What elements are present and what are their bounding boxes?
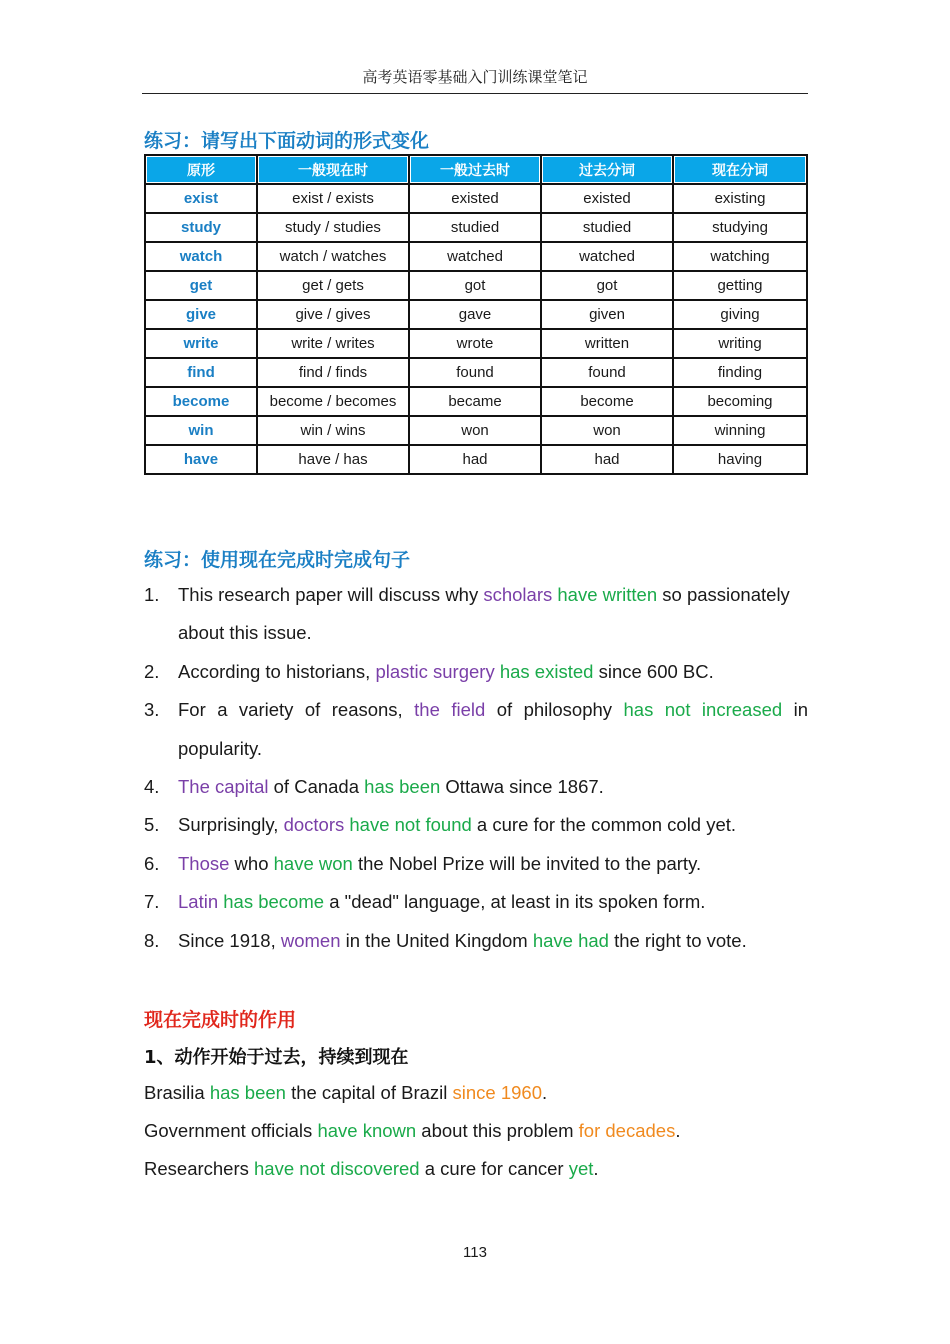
orange-highlight: since 1960 bbox=[452, 1082, 543, 1103]
usage-title: 现在完成时的作用 bbox=[144, 1009, 297, 1031]
column-header: 一般现在时 bbox=[257, 155, 409, 184]
base-form-cell: find bbox=[145, 358, 257, 387]
sentence-text: Brasilia bbox=[144, 1082, 210, 1103]
page-header: 高考英语零基础入门训练课堂笔记 bbox=[142, 66, 808, 94]
column-header: 过去分词 bbox=[541, 155, 673, 184]
list-item bbox=[144, 653, 808, 691]
sentence-text: Researchers bbox=[144, 1158, 255, 1179]
exercise1-title: 练习：请写出下面动词的形式变化 bbox=[144, 130, 430, 152]
sentence-text: who bbox=[229, 852, 274, 874]
table-cell: watched bbox=[541, 242, 673, 271]
base-form-cell: give bbox=[145, 300, 257, 329]
example-sentence bbox=[144, 1158, 599, 1180]
purple-highlight: Latin bbox=[178, 891, 219, 913]
base-form-cell: exist bbox=[145, 184, 257, 213]
base-form-cell: watch bbox=[145, 242, 257, 271]
green-highlight: have not discovered bbox=[254, 1158, 420, 1179]
table-cell: watched bbox=[409, 242, 541, 271]
sentence-text: the right to vote. bbox=[608, 929, 747, 951]
table-cell: write / writes bbox=[257, 329, 409, 358]
table-cell: existing bbox=[673, 184, 807, 213]
base-form-cell: write bbox=[145, 329, 257, 358]
list-item bbox=[144, 576, 808, 653]
orange-highlight: for decades bbox=[578, 1120, 676, 1141]
base-form-cell: have bbox=[145, 445, 257, 474]
table-cell: got bbox=[541, 271, 673, 300]
sentence-text: According to historians, bbox=[178, 660, 376, 682]
sentence-text: the Nobel Prize will be invited to the party. bbox=[352, 852, 702, 874]
table-cell: had bbox=[409, 445, 541, 474]
sentence-exercise-list bbox=[144, 576, 808, 960]
table-row bbox=[145, 445, 807, 474]
sentence-text: . bbox=[593, 1158, 599, 1179]
item-number: 1. bbox=[144, 584, 160, 605]
green-highlight: have had bbox=[532, 929, 609, 951]
purple-highlight: scholars bbox=[483, 584, 553, 605]
green-highlight: have won bbox=[273, 852, 353, 874]
table-cell: became bbox=[409, 387, 541, 416]
list-item bbox=[144, 883, 808, 921]
table-cell: study / studies bbox=[257, 213, 409, 242]
sentence-text: the capital of Brazil bbox=[285, 1082, 453, 1103]
table-row bbox=[145, 184, 807, 213]
purple-highlight: plastic surgery bbox=[375, 660, 495, 682]
table-row bbox=[145, 387, 807, 416]
sentence-text: in the United Kingdom bbox=[340, 929, 533, 951]
purple-highlight: The capital bbox=[178, 776, 269, 798]
table-cell: have / has bbox=[257, 445, 409, 474]
purple-highlight: doctors bbox=[283, 814, 345, 836]
table-cell: getting bbox=[673, 271, 807, 300]
table-row bbox=[145, 242, 807, 271]
list-item bbox=[144, 922, 808, 960]
column-header: 一般过去时 bbox=[409, 155, 541, 184]
sentence-text: of philosophy bbox=[485, 699, 624, 721]
list-item bbox=[144, 768, 808, 806]
table-cell: wrote bbox=[409, 329, 541, 358]
sentence-text: For a variety of reasons, bbox=[178, 699, 415, 721]
base-form-cell: study bbox=[145, 213, 257, 242]
sentence-text: . bbox=[675, 1120, 681, 1141]
column-header: 现在分词 bbox=[673, 155, 807, 184]
sentence-text: This research paper will discuss why bbox=[178, 584, 484, 605]
table-row bbox=[145, 213, 807, 242]
table-cell: found bbox=[541, 358, 673, 387]
base-form-cell: win bbox=[145, 416, 257, 445]
table-cell: existed bbox=[541, 184, 673, 213]
table-row bbox=[145, 358, 807, 387]
sentence-text: a cure for cancer bbox=[419, 1158, 569, 1179]
sentence-text: about this problem bbox=[416, 1120, 579, 1141]
example-sentence bbox=[144, 1082, 547, 1104]
table-body bbox=[145, 184, 807, 474]
sentence-text: Since 1918, bbox=[178, 929, 281, 951]
sentence-text: in popularity. bbox=[178, 699, 809, 759]
table-cell: gave bbox=[409, 300, 541, 329]
purple-highlight: women bbox=[280, 929, 341, 951]
green-highlight: has not increased bbox=[623, 699, 783, 721]
table-cell: studying bbox=[673, 213, 807, 242]
sentence-text: Government officials bbox=[144, 1120, 318, 1141]
verb-forms-table bbox=[144, 154, 808, 475]
table-cell: writing bbox=[673, 329, 807, 358]
sentence-text: since 600 BC. bbox=[593, 660, 714, 682]
item-number: 3. bbox=[144, 699, 160, 721]
table-cell: become bbox=[541, 387, 673, 416]
green-highlight: have written bbox=[557, 584, 658, 605]
page-number: 113 bbox=[463, 1244, 487, 1261]
item-number: 6. bbox=[144, 852, 160, 874]
table-row bbox=[145, 329, 807, 358]
table-cell: got bbox=[409, 271, 541, 300]
exercise2-title: 练习：使用现在完成时完成句子 bbox=[144, 549, 411, 571]
sentence-text: of Canada bbox=[268, 776, 365, 798]
table-cell: existed bbox=[409, 184, 541, 213]
green-highlight: has existed bbox=[499, 660, 594, 682]
list-item bbox=[144, 806, 808, 844]
table-cell: written bbox=[541, 329, 673, 358]
table-cell: watch / watches bbox=[257, 242, 409, 271]
table-cell: winning bbox=[673, 416, 807, 445]
item-number: 2. bbox=[144, 660, 160, 682]
base-form-cell: get bbox=[145, 271, 257, 300]
sentence-text: Ottawa since 1867. bbox=[440, 776, 604, 798]
example-sentence bbox=[144, 1120, 680, 1142]
item-number: 7. bbox=[144, 891, 160, 913]
purple-highlight: the field bbox=[414, 699, 486, 721]
green-highlight: have not found bbox=[349, 814, 472, 836]
green-highlight: have known bbox=[317, 1120, 417, 1141]
green-highlight: has been bbox=[364, 776, 441, 798]
sentence-text: a cure for the common cold yet. bbox=[471, 814, 737, 836]
table-cell: win / wins bbox=[257, 416, 409, 445]
table-cell: had bbox=[541, 445, 673, 474]
table-cell: finding bbox=[673, 358, 807, 387]
table-cell: becoming bbox=[673, 387, 807, 416]
green-highlight: yet bbox=[568, 1158, 594, 1179]
sentence-text: a "dead" language, at least in its spoken form. bbox=[324, 891, 706, 913]
list-item bbox=[144, 845, 808, 883]
column-header: 原形 bbox=[145, 155, 257, 184]
sentence-text: so passionately about this issue. bbox=[178, 584, 790, 644]
table-row bbox=[145, 300, 807, 329]
table-cell: won bbox=[409, 416, 541, 445]
table-cell: get / gets bbox=[257, 271, 409, 300]
table-cell: give / gives bbox=[257, 300, 409, 329]
table-cell: won bbox=[541, 416, 673, 445]
table-cell: given bbox=[541, 300, 673, 329]
table-header-row bbox=[145, 155, 807, 184]
table-cell: find / finds bbox=[257, 358, 409, 387]
item-number: 4. bbox=[144, 776, 160, 798]
table-cell: giving bbox=[673, 300, 807, 329]
sentence-text: Surprisingly, bbox=[178, 814, 284, 836]
table-cell: studied bbox=[541, 213, 673, 242]
green-highlight: has been bbox=[209, 1082, 286, 1103]
table-cell: exist / exists bbox=[257, 184, 409, 213]
purple-highlight: Those bbox=[178, 852, 230, 874]
table-cell: studied bbox=[409, 213, 541, 242]
table-cell: watching bbox=[673, 242, 807, 271]
green-highlight: has become bbox=[223, 891, 325, 913]
table-row bbox=[145, 416, 807, 445]
list-item bbox=[144, 691, 808, 768]
table-row bbox=[145, 271, 807, 300]
table-cell: found bbox=[409, 358, 541, 387]
table-cell: become / becomes bbox=[257, 387, 409, 416]
table-cell: having bbox=[673, 445, 807, 474]
base-form-cell: become bbox=[145, 387, 257, 416]
sentence-text: . bbox=[542, 1082, 548, 1103]
usage-subhead: 1、动作开始于过去，持续到现在 bbox=[144, 1047, 409, 1068]
item-number: 8. bbox=[144, 929, 160, 951]
item-number: 5. bbox=[144, 814, 160, 836]
